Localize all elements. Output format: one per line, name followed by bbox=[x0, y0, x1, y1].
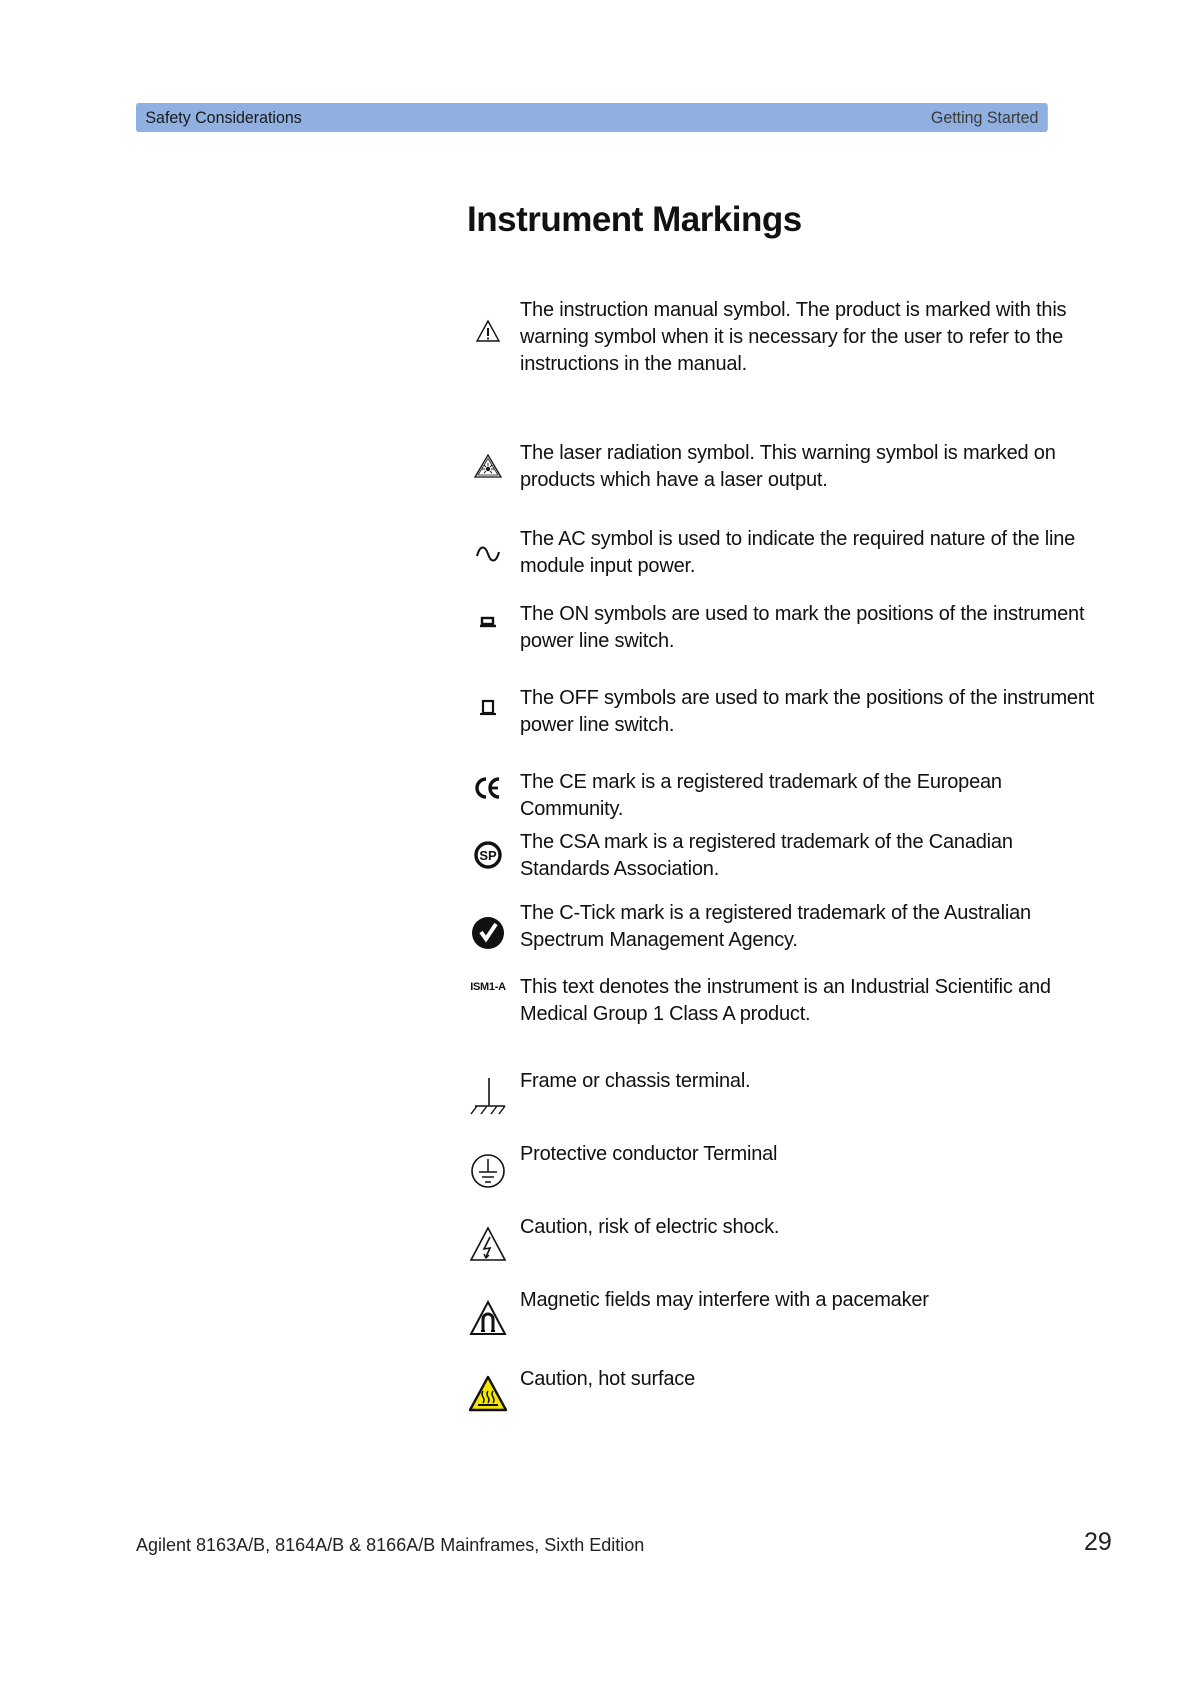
pacemaker-warning-icon bbox=[462, 1294, 514, 1342]
marking-description: Caution, hot surface bbox=[520, 1368, 695, 1390]
header-chapter-title: Getting Started bbox=[930, 107, 1039, 127]
electric-shock-warning-icon bbox=[462, 1220, 514, 1268]
page-title: Instrument Markings bbox=[467, 200, 802, 239]
marking-description: Protective conductor Terminal bbox=[520, 1143, 778, 1165]
marking-description: The ON symbols are used to mark the positions of the instrument power line switch. bbox=[520, 603, 1085, 652]
ac-symbol-icon bbox=[462, 530, 514, 578]
marking-description: The laser radiation symbol. This warning symbol is marked on products which have a laser output. bbox=[520, 442, 1056, 491]
marking-description: The OFF symbols are used to mark the positions of the instrument power line switch. bbox=[520, 687, 1095, 736]
ism-label-text: ISM1-A bbox=[470, 981, 506, 993]
frame-chassis-terminal-icon bbox=[462, 1074, 514, 1122]
header-section-title: Safety Considerations bbox=[145, 107, 302, 127]
csa-mark-icon bbox=[462, 831, 514, 879]
ce-mark-icon bbox=[462, 764, 514, 812]
marking-description: The CE mark is a registered trademark of the European Community. bbox=[520, 771, 1002, 820]
marking-description: The AC symbol is used to indicate the required nature of the line module input power. bbox=[520, 528, 1076, 577]
page-number: 29 bbox=[1084, 1528, 1112, 1556]
c-tick-mark-icon bbox=[462, 909, 514, 957]
protective-conductor-terminal-icon bbox=[462, 1147, 514, 1195]
hot-surface-warning-icon bbox=[462, 1370, 514, 1418]
power-off-icon bbox=[462, 684, 514, 732]
svg-text:SP: SP bbox=[479, 848, 497, 863]
ism-label-icon bbox=[462, 963, 514, 1011]
instruction-manual-warning-icon bbox=[462, 307, 514, 355]
marking-description: The C-Tick mark is a registered trademark of the Australian Spectrum Management Agency. bbox=[520, 902, 1031, 951]
marking-description: Magnetic fields may interfere with a pacemaker bbox=[520, 1289, 929, 1311]
running-header bbox=[136, 103, 1048, 132]
marking-description: Caution, risk of electric shock. bbox=[520, 1216, 780, 1238]
footer-edition: Agilent 8163A/B, 8164A/B & 8166A/B Mainframes, Sixth Edition bbox=[136, 1535, 645, 1555]
marking-description: Frame or chassis terminal. bbox=[520, 1070, 751, 1092]
power-on-icon bbox=[462, 598, 514, 646]
laser-radiation-icon bbox=[462, 442, 514, 490]
marking-description: This text denotes the instrument is an Industrial Scientific and Medical Group 1 Class A product. bbox=[520, 976, 1051, 1025]
marking-description: The instruction manual symbol. The product is marked with this warning symbol when it is necessary for the user to refer to the instructions in the manual. bbox=[520, 299, 1067, 375]
marking-description: The CSA mark is a registered trademark of the Canadian Standards Association. bbox=[520, 831, 1013, 880]
